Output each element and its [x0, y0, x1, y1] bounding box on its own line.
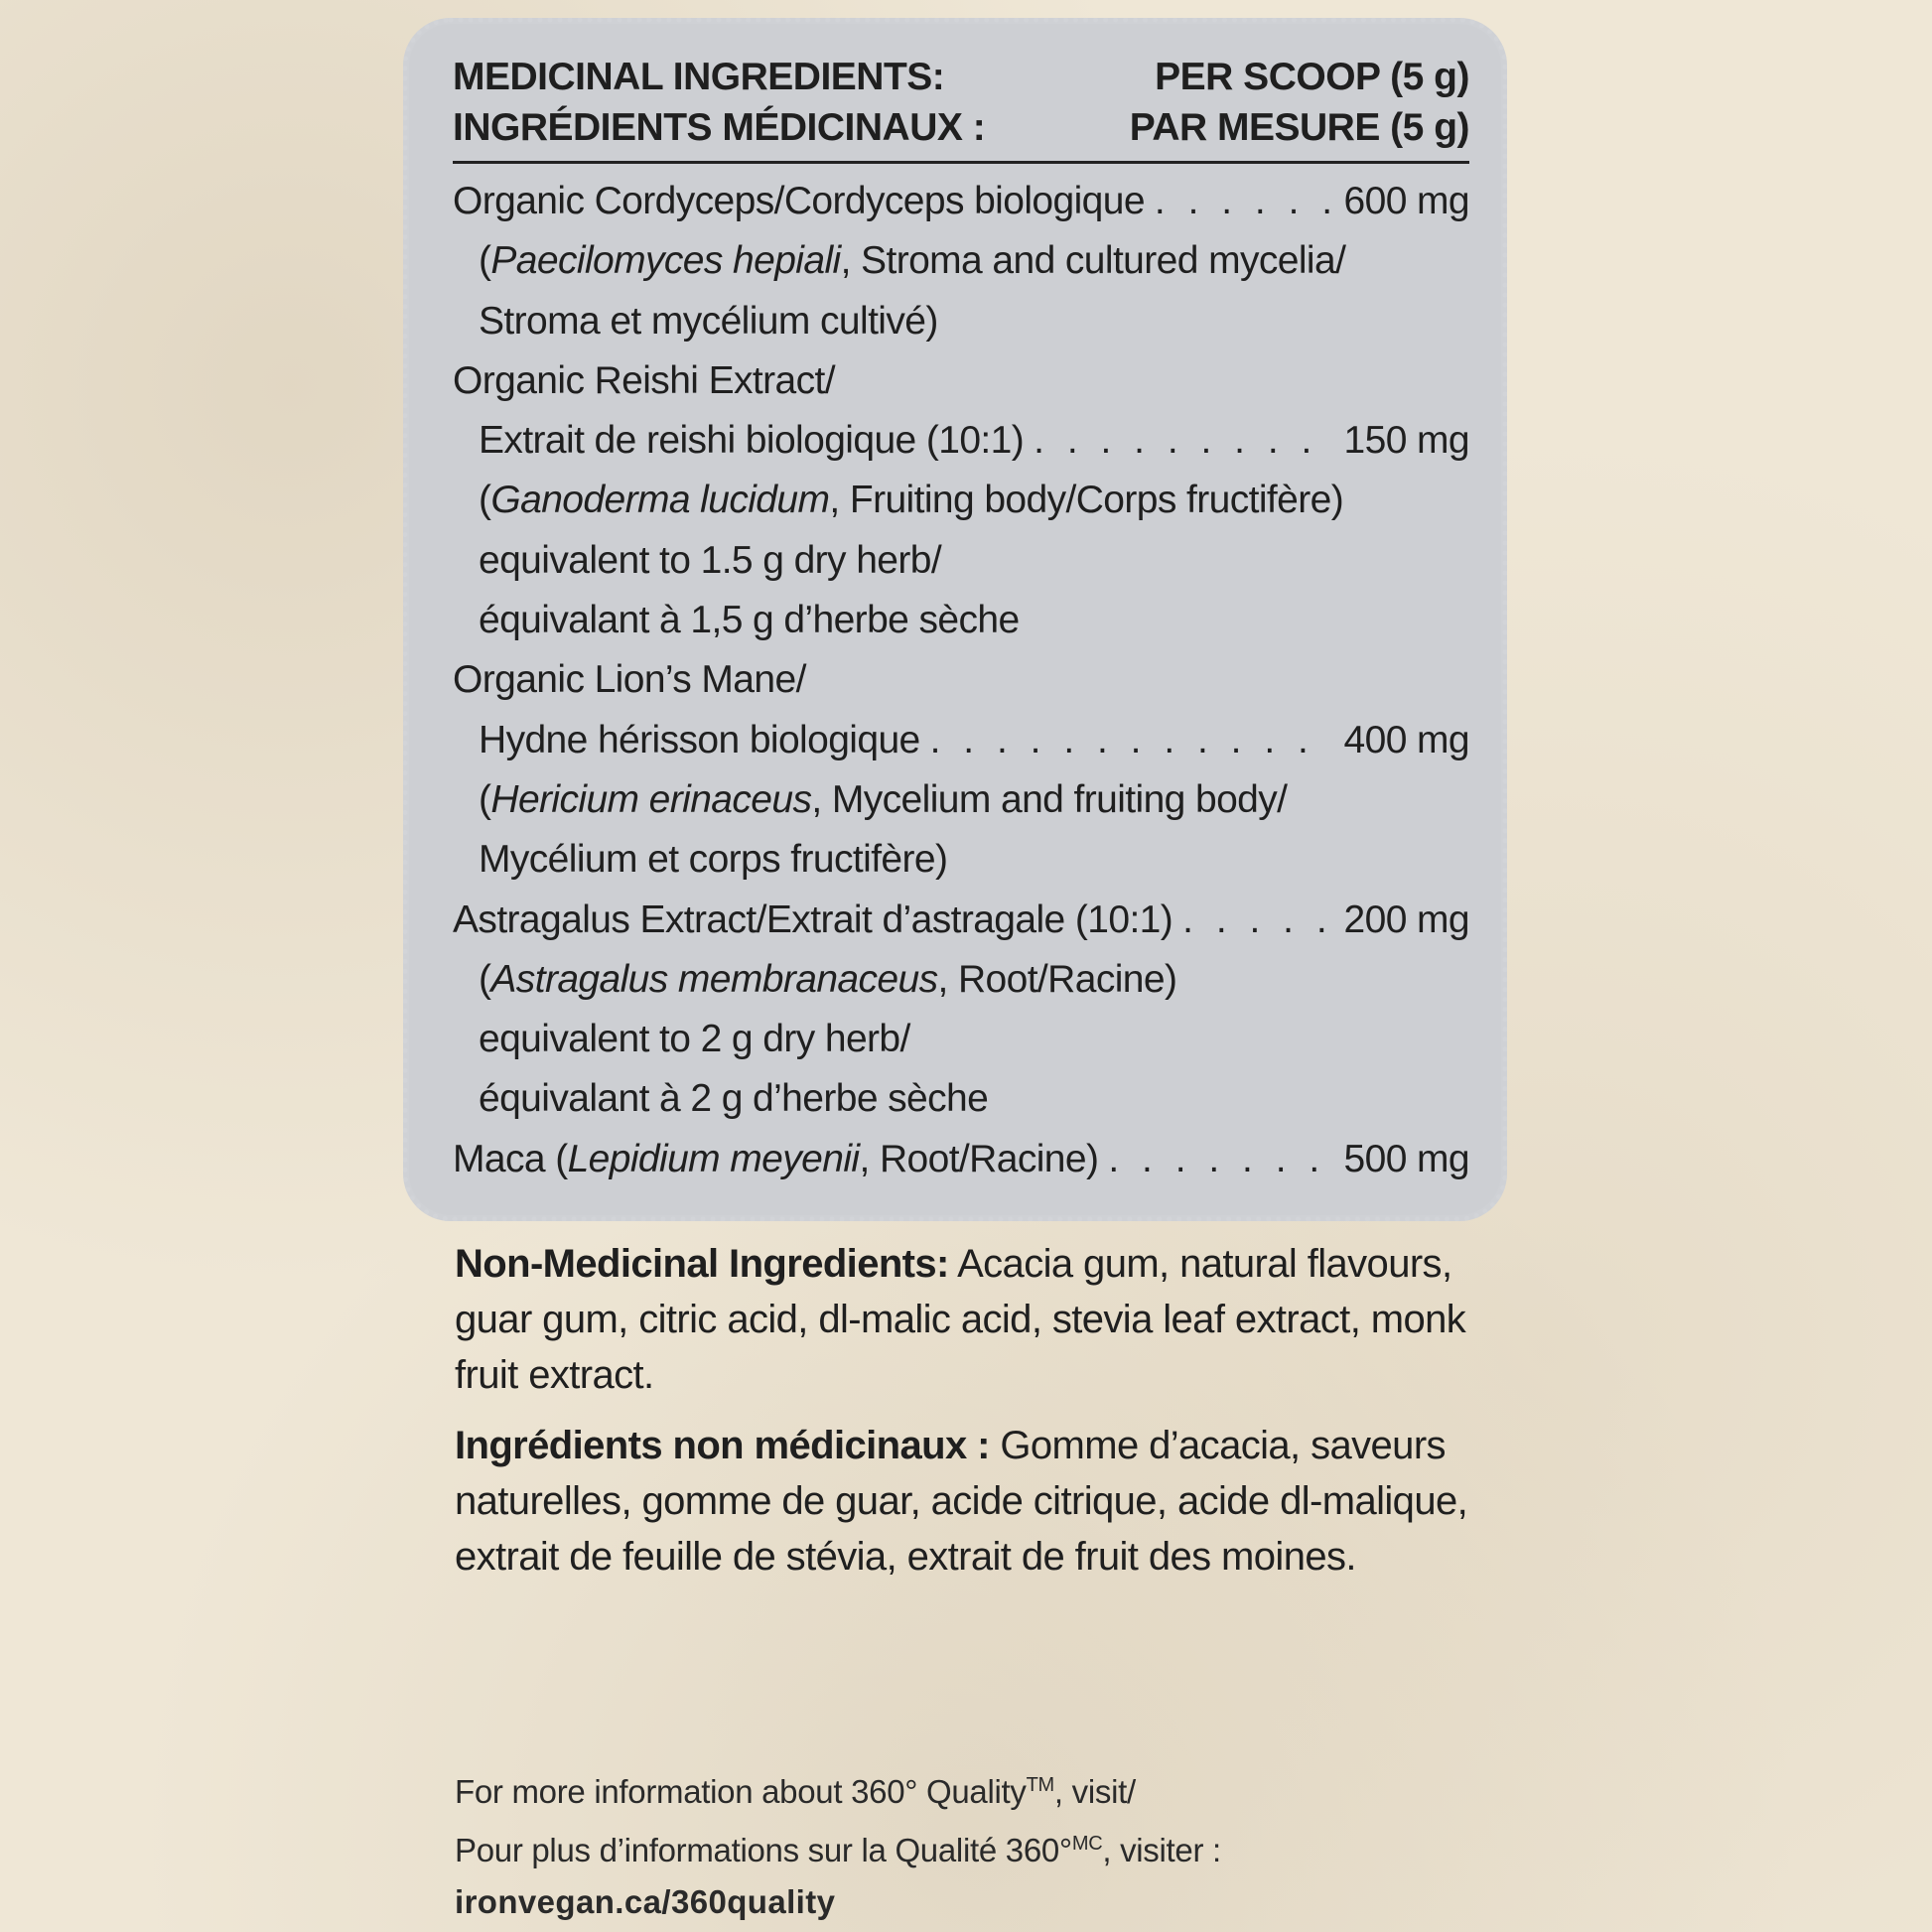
leader-dots: [1034, 411, 1331, 471]
footer-line-fr: Pour plus d’informations sur la Qualité 360°$^{MC}$, visiter :: [455, 1832, 1221, 1868]
leader-dots: [1155, 172, 1332, 231]
leader-dots: [1108, 1130, 1331, 1189]
medicinal-ingredients-table: [453, 52, 1469, 1189]
ingredient-reishi-line: [453, 411, 1469, 471]
leader-dots: [930, 711, 1332, 770]
ingredient-detail: Mycélium et corps fructifère): [479, 838, 948, 882]
species-name: Lepidium meyenii: [567, 1137, 860, 1180]
ingredient-detail: Stroma et mycélium cultivé): [479, 299, 938, 343]
ingredient-amount: 600 mg: [1343, 180, 1469, 222]
species-name: Astragalus membranaceus: [490, 957, 938, 1001]
ingredient-name: Astragalus Extract/Extrait d’astragale (10:1): [453, 897, 1173, 941]
ingredient-detail: équivalant à 1,5 g d’herbe sèche: [479, 599, 1020, 642]
ingredient-detail: equivalent to 1.5 g dry herb/: [479, 538, 942, 582]
species-name: Paecilomyces hepiali: [490, 239, 841, 283]
ingredient-lions-mane: Organic Lion’s Mane/: [453, 658, 806, 702]
header-left-en: MEDICINAL INGREDIENTS:: [453, 56, 945, 98]
ingredient-amount: 150 mg: [1343, 419, 1469, 463]
ingredient-detail: équivalant à 2 g d’herbe sèche: [479, 1077, 989, 1121]
ingredient-name: Maca (Lepidium meyenii, Root/Racine): [453, 1137, 1099, 1180]
table-header: [453, 52, 1469, 164]
ingredient-amount: 500 mg: [1343, 1137, 1469, 1180]
ingredient-lions-mane-line: [453, 711, 1469, 770]
species-name: Hericium erinaceus: [490, 777, 812, 821]
ingredient-astragalus: [453, 891, 1469, 950]
ingredient-cordyceps: [453, 172, 1469, 231]
ingredient-detail: equivalent to 2 g dry herb/: [479, 1018, 910, 1061]
header-right-fr: PAR MESURE (5 g): [1129, 106, 1469, 149]
ingredient-amount: 200 mg: [1343, 897, 1469, 941]
non-medicinal-text-fr: Gomme d’acacia, saveurs naturelles, gomme de guar, acide citrique, acide dl-malique, extrait de feuille de stévia, extrait de fruit des moines.: [455, 1424, 1468, 1579]
non-medicinal-label-fr: Ingrédients non médicinaux :: [455, 1424, 990, 1467]
ingredient-maca: [453, 1130, 1469, 1189]
ingredient-name: Organic Cordyceps/Cordyceps biologique: [453, 180, 1145, 222]
ingredient-detail: ( Paecilomyces hepiali , Stroma and cultured mycelia/: [453, 231, 1469, 291]
ingredient-name: Hydne hérisson biologique: [479, 718, 920, 761]
quality-info-footer: [455, 1759, 1221, 1928]
ingredient-amount: 400 mg: [1343, 718, 1469, 761]
ingredient-rows: [453, 172, 1469, 1189]
header-right-en: PER SCOOP (5 g): [1155, 56, 1469, 98]
ingredient-detail: ( Hericium erinaceus , Mycelium and fruiting body/: [453, 770, 1469, 830]
non-medicinal-ingredients-en: [455, 1236, 1517, 1403]
non-medicinal-text-en: Acacia gum, natural flavours, guar gum, citric acid, dl-malic acid, stevia leaf extract, monk fruit extract.: [455, 1242, 1466, 1397]
quality-url-link[interactable]: ironvegan.ca/360quality: [455, 1883, 836, 1920]
species-name: Ganoderma lucidum: [490, 479, 830, 522]
ingredient-detail: ( Astragalus membranaceus , Root/Racine): [453, 950, 1469, 1010]
non-medicinal-label-en: Non-Medicinal Ingredients:: [455, 1242, 949, 1286]
ingredient-name: Extrait de reishi biologique (10:1): [479, 419, 1025, 463]
non-medicinal-ingredients-fr: [455, 1418, 1517, 1585]
ingredient-detail: ( Ganoderma lucidum , Fruiting body/Corps fructifère): [453, 471, 1469, 530]
leader-dots: [1182, 891, 1331, 950]
header-left-fr: INGRÉDIENTS MÉDICINAUX :: [453, 106, 986, 149]
footer-line-en: For more information about 360° Quality™, visit/: [455, 1773, 1136, 1810]
ingredient-reishi: Organic Reishi Extract/: [453, 358, 835, 402]
